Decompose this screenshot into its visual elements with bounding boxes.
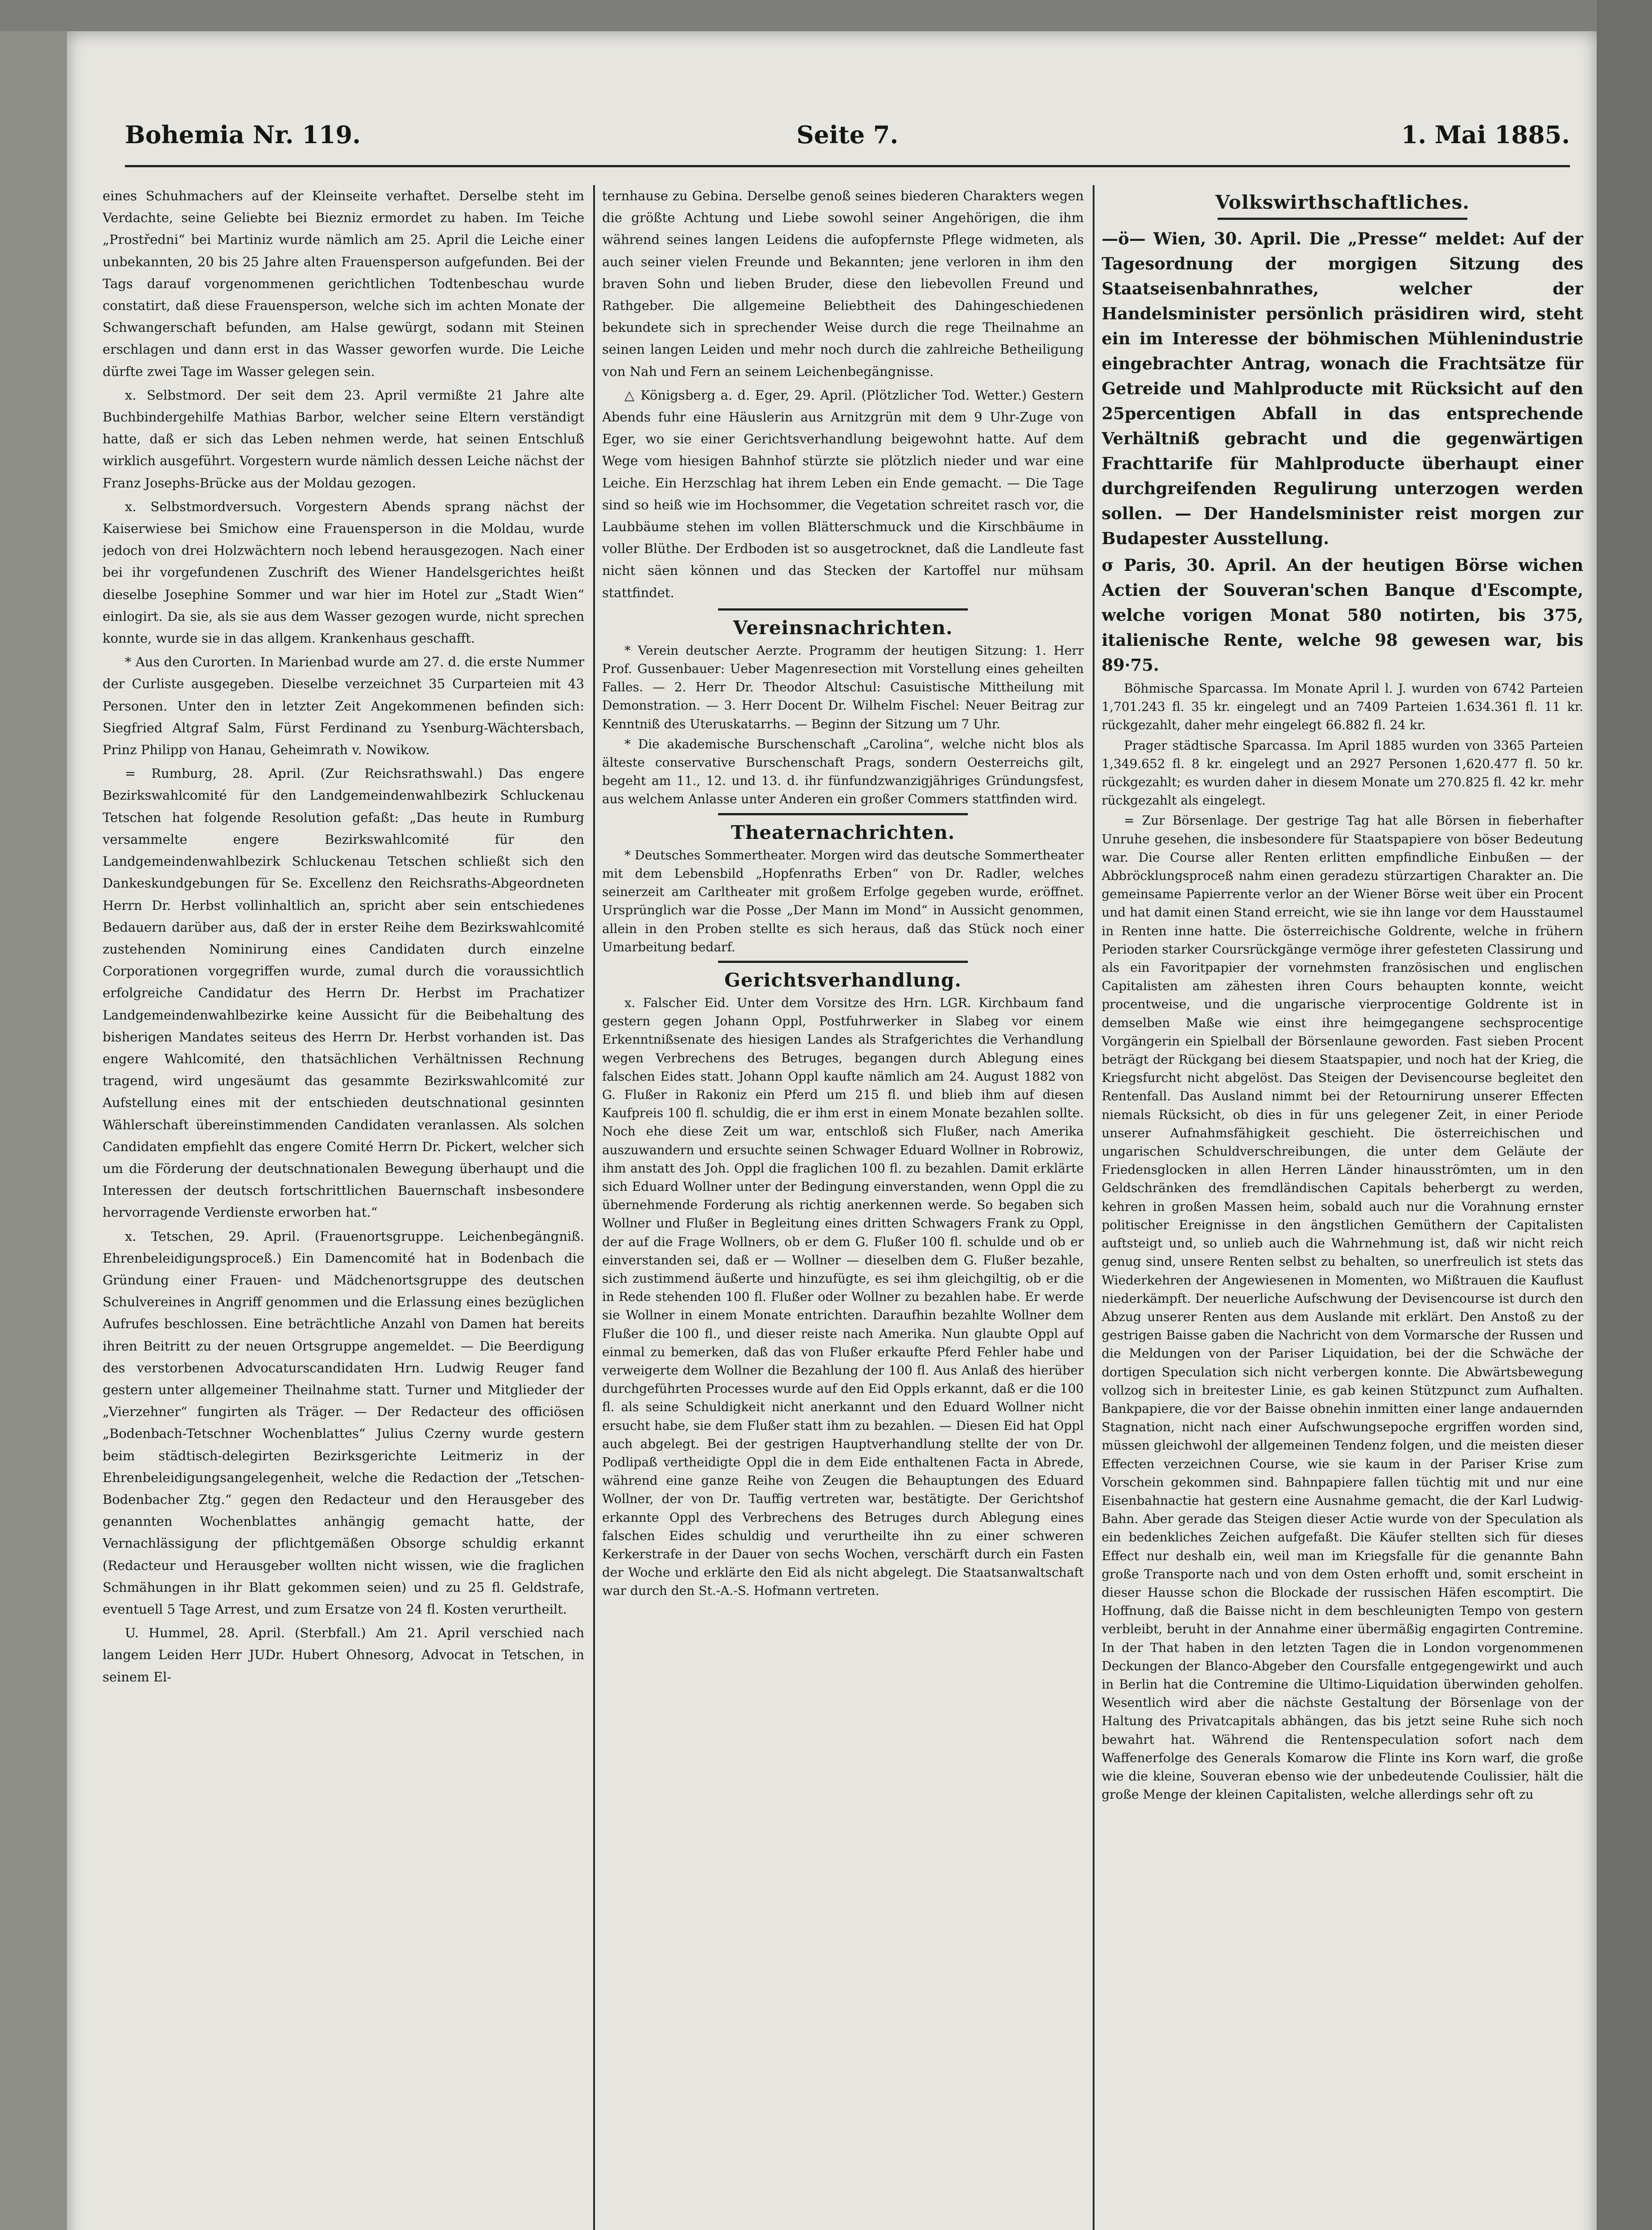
section-title-vereinsnachrichten: Vereinsnachrichten. — [733, 616, 953, 639]
article-paragraph: x. Selbstmordversuch. Vorgestern Abends sprang nächst der Kaiserwiese bei Smichow eine Frauensperson in die Moldau, wurde jedoch von drei Holzwächtern noch lebend herausgezogen. Nach einer bei ihr vorgefundenen Zuschrift des Wiener Handelsgerichtes heißt dieselbe Josephine Sommer und war hier im Hotel zur „Stadt Wien“ einlogirt. Da sie, als sie aus dem Wasser gezogen wurde, nicht sprechen konnte, wurde sie in das allgem. Krankenhaus geschafft. — [103, 499, 584, 646]
article-paragraph: △ Königsberg a. d. Eger, 29. April. (Plötzlicher Tod. Wetter.) Gestern Abends fuhr eine Häuslerin aus Arnitzgrün mit dem 9 Uhr-Zuge von Eger, wo sie einer Gerichtsverhandlung beigewohnt hatte. Auf dem Wege vom hiesigen Bahnhof stürzte sie plötzlich nieder und war eine Leiche. Ein Herzschlag hat ihrem Leben ein Ende gemacht. — Die Tage sind so heiß wie im Hochsommer, die Vegetation schreitet rasch vor, die Laubbäume stehen im vollen Blätterschmuck und die Kirschbäume in voller Blüthe. Der Erdboden ist so ausgetrocknet, daß die Landleute fast nicht säen können und das Stecken der Kartoffel nur mühsam stattfindet. — [602, 387, 1084, 600]
article-paragraph: x. Falscher Eid. Unter dem Vorsitze des Hrn. LGR. Kirchbaum fand gestern gegen Johann Oppl, Postfuhrwerker in Slabeg vor einem Erkenntnißsenate des hiesigen Landes als Strafgerichtes die Verhandlung wegen Verbrechens des Betruges, begangen durch Ablegung eines falschen Eides statt. Johann Oppl kaufte nämlich am 24. August 1882 von G. Flußer in Rakoniz ein Pferd um 215 fl. und blieb ihm auf diesen Kaufpreis 100 fl. schuldig, die er ihm erst in einem Monate bezahlen sollte. Noch ehe diese Zeit um war, entschloß sich Flußer, nach Amerika auszuwandern und ersuchte seinen Schwager Eduard Wollner in Robrowiz, ihm anstatt des Joh. Oppl die fraglichen 100 fl. zu bezahlen. Damit erklärte sich Eduard Wollner unter der Bedingung einverstanden, wenn Oppl die zu übernehmende Forderung als richtig anerkennen werde. So begaben sich Wollner und Flußer in Begleitung eines dritten Schwagers Frank zu Oppl, der auf die Frage Wollners, ob er dem G. Flußer 100 fl. schulde und ob er einverstanden sei, daß er — Wollner — dieselben dem G. Flußer bezahle, sich zustimmend äußerte und hinzufügte, es sei ihm gleichgiltig, ob er die in Rede stehenden 100 fl. Flußer oder Wollner zu bezahlen habe. Er werde sie Wollner in einem Monate entrichten. Daraufhin bezahlte Wollner dem Flußer die 100 fl., und dieser reiste nach Amerika. Nun glaubte Oppl auf einmal zu bemerken, daß das von Flußer erkaufte Pferd Fehler habe und verweigerte dem Wollner die Bezahlung der 100 fl. Aus Anlaß des hierüber durchgeführten Processes wurde auf den Eid Oppls erkannt, daß er die 100 fl. als seine Schuldigkeit nicht anerkannt und den Eduard Wollner nicht ersucht habe, sie dem Flußer statt ihm zu bezahlen. — Diesen Eid hat Oppl auch abgelegt. Bei der gestrigen Hauptverhandlung stellte der von Dr. Podlipaß vertheidigte Oppl die in dem Eide enthaltenen Facta in Abrede, während eine ganze Reihe von Zeugen die Behauptungen des Eduard Wollner, der von Dr. Tauffig vertreten war, bestätigte. Der Gerichtshof erkannte Oppl des Verbrechens des Betruges durch Ablegung eines falschen Eides schuldig und verurtheilte ihn zu einer schweren Kerkerstrafe in der Dauer von sechs Wochen, verschärft durch ein Fasten der Woche und erklärte den Eid als nicht abgelegt. Die Staatsanwaltschaft war durch den St.-A.-S. Hofmann vertreten. — [602, 995, 1084, 1598]
section-title-gerichtsverhandlung: Gerichtsverhandlung. — [724, 969, 962, 991]
article-paragraph: = Zur Börsenlage. Der gestrige Tag hat alle Börsen in fieberhafter Unruhe gesehen, die insbesondere für Staatspapiere von böser Bedeutung war. Die Course aller Renten erlitten empfindliche Einbußen — der Abbröcklungsproceß nahm einen geradezu stürzartigen Charakter an. Die gemeinsame Papierrente verlor an der Wiener Börse weit über ein Procent und hat damit einen Stand erreicht, wie sie ihn lange vor dem Hausstaumel in Renten inne hatte. Die österreichische Goldrente, welche in frühern Perioden starker Coursrückgänge vermöge ihrer gefesteten Classirung und als ein Favoritpapier der vornehmsten französischen und englischen Capitalisten am zähesten ihren Cours behaupten konnte, weicht procentweise, und die ungarische vierprocentige Goldrente ist in demselben Maße wie einst ihre heimgegangene sechsprocentige Vorgängerin ein Spielball der Börsenlaune geworden. Fast sieben Procent beträgt der Rückgang bei diesem Staatspapier, und noch hat der Krieg, die Kriegsfurcht nicht abgelöst. Das Steigen der Devisencourse begleitet den Rentenfall. Das Ausland nimmt bei der Retournirung unserer Effecten niemals Rücksicht, ob dies in für uns gelegener Zeit, in einer Periode unserer Aufnahmsfähigkeit geschieht. Die österreichischen und ungarischen Schuldverschreibungen, die unter dem Geläute der Friedensglocken in allen Herren Länder hinausströmten, um in den Geldschränken des fremdländischen Capitals beherbergt zu werden, kehren in großen Massen heim, sobald auch nur die Vorahnung ernster politischer Ereignisse in den ängstlichen Gemüthern der Capitalisten auftsteigt und, so unlieb auch die Wahrnehmung ist, daß wir nicht reich genug sind, unsere Renten selbst zu behalten, so unerfreulich ist stets das Wiederkehren der Angewiesenen in Momenten, wo Mißtrauen die Kauflust niederkämpft. Der neuerliche Aufschwung der Devisencourse ist durch den Abzug unserer Renten aus dem Auslande mit erklärt. Den Anstoß zu der gestrigen Baisse gaben die Nachricht von dem Vormarsche der Russen und die Meldungen von der Pariser Liquidation, bei der die Schwäche der dortigen Speculation sich nicht verbergen konnte. Die Abwärtsbewegung vollzog sich in breitester Linie, es gab keinen Stützpunct zum Aufhalten. Bankpapiere, die vor der Baisse obnehin inmitten einer lange andauernden Stagnation, nicht nach einer Aufschwungsepoche ergriffen worden sind, müssen gleichwohl der allgemeinen Tendenz folgen, und die meisten dieser Effecten verzeichnen Course, wie sie kaum in der Pariser Krise zum Vorschein gekommen sind. Bahnpapiere fallen tüchtig mit und nur eine Eisenbahnactie hat gestern eine Ausnahme gemacht, die der Karl Ludwig-Bahn. Aber gerade das Steigen dieser Actie wurde von der Speculation als ein bedenkliches Zeichen aufgefaßt. Die Käufer stellten sich für dieses Effect nur deshalb ein, weil man im Kriegsfalle für die genannte Bahn große Transporte nach und von dem Osten erhofft und, somit erscheint in dieser Hausse schon die Blockade der russischen Häfen escomptirt. Die Hoffnung, daß die Baisse nicht in dem beschleunigten Tempo von gestern verbleibt, beruht in der Annahme einer übermäßig engagirten Contremine. In der That haben in den letzten Tagen die in London vorgenommenen Deckungen der Blanco-Abgeber den Coursfalle entgegengewirkt und auch in Berlin hat die Contremine die Ultimo-Liquidation überwinden geholfen. Wesentlich wird aber die nächste Gestaltung der Börsenlage von der Haltung des Privatcapitals abhängen, das bis jetzt seine Ruhe sich noch bewahrt hat. Während die Rentenspeculation sofort nach dem Waffenerfolge des Generals Komarow die Flinte ins Korn warf, die große wie die kleine, Souveran ebenso wie der unbedeutende Coulissier, hält die große Menge der kleinen Capitalisten, welche allerdings sehr oft zu — [1102, 813, 1583, 1802]
section-rule — [718, 813, 968, 815]
article-paragraph: x. Selbstmord. Der seit dem 23. April vermißte 21 Jahre alte Buchbindergehilfe Mathias Barbor, welcher seine Eltern verständigt hatte, daß er sich das Leben nehmen werde, hat seinen Entschluß wirklich ausgeführt. Vorgestern wurde nämlich dessen Leiche nächst der Franz Josephs-Brücke aus der Moldau gezogen. — [103, 387, 584, 491]
scan-background-top — [0, 0, 1652, 31]
column-rule-1 — [593, 185, 595, 2230]
header-right: 1. Mai 1885. — [1401, 120, 1570, 149]
article-paragraph: Böhmische Sparcassa. Im Monate April l. J. wurden von 6742 Parteien 1,701.243 fl. 35 kr. eingelegt und an 7409 Parteien 1.634.361 fl. 11 kr. rückgezahlt, daher mehr eingelegt 66.882 fl. 24 kr. — [1102, 681, 1583, 733]
article-paragraph: = Rumburg, 28. April. (Zur Reichsrathswahl.) Das engere Bezirkswahlcomité für den Landgemeindenwahlbezirk Schluckenau Tetschen hat folgende Resolution gefaßt: „Das heute in Rumburg versammelte engere Bezirkswahlcomité für den Landgemeindenwahlbezirk Schluckenau Tetschen schließt sich den Dankeskundgebungen für Se. Excellenz den Reichsraths-Abgeordneten Herrn Dr. Herbst vollinhaltlich an, spricht aber sein entschiedenes Bedauern darüber aus, daß der in erster Reihe dem Bezirkswahlcomité zustehenden Nominirung eines Candidaten durch einzelne Corporationen vorgegriffen wurde, zumal durch die voraussichtlich erfolgreiche Candidatur des Herrn Dr. Herbst im Prachatizer Landgemeindenwahlbezirke keine Aussicht für die Beibehaltung des bisherigen Mandates seiteus des Herrn Dr. Herbst vorhanden ist. Das engere Wahlcomité, den thatsächlichen Verhältnissen Rechnung tragend, wird ungesäumt das gesammte Bezirkswahlcomité zur Aufstellung eines mit der entschieden deutschnational gesinnten Wählerschaft übereinstimmenden Candidaten veranlassen. Als solchen Candidaten empfiehlt das engere Comité Herrn Dr. Pickert, welcher sich um die Förderung der deutschnationalen Bewegung überhaupt und die Interessen der deutsch fortschrittlichen Bauernschaft insbesondere hervorragende Verdienste erworben hat.“ — [103, 766, 584, 1220]
section-title-theaternachrichten: Theaternachrichten. — [731, 821, 955, 843]
section-rule — [718, 608, 968, 611]
header-left: Bohemia Nr. 119. — [125, 120, 361, 149]
section-rule — [718, 961, 968, 963]
article-paragraph: ternhause zu Gebina. Derselbe genoß seines biederen Charakters wegen die größte Achtung und Liebe sowohl seiner Angehörigen, die ihm während seines langen Leidens die aufopfernste Pflege widmeten, als auch seiner vielen Freunde und Bekannten; jene verloren in ihm den braven Sohn und lieben Bruder, diese den liebevollen Freund und Rathgeber. Die allgemeine Beliebtheit des Dahingeschiedenen bekundete sich in sprechender Weise durch die rege Theilnahme an seinen langen Leiden und mehr noch durch die zahlreiche Betheiligung von Nah und Fern an seinem Leichenbegängnisse. — [602, 188, 1084, 379]
scan-background-right — [1597, 0, 1652, 2230]
header-center: Seite 7. — [796, 120, 899, 149]
column-3 — [1102, 185, 1583, 2230]
column-2 — [602, 185, 1084, 2230]
article-paragraph: U. Hummel, 28. April. (Sterbfall.) Am 21. April verschied nach langem Leiden Herr JUDr. Hubert Ohnesorg, Advocat in Tetschen, in seinem El- — [103, 1625, 584, 1685]
article-paragraph: Prager städtische Sparcassa. Im April 1885 wurden von 3365 Parteien 1,349.652 fl. 8 kr. eingelegt und an 2927 Personen 1,620.477 fl. 50 kr. rückgezahlt; es wurden daher in diesem Monate um 270.825 fl. 42 kr. mehr rückgezahlt als eingelegt. — [1102, 738, 1583, 808]
section-title-volkswirthschaftliches: Volkswirthschaftliches. — [1215, 191, 1470, 213]
page-header — [125, 120, 1570, 161]
article-paragraph: * Verein deutscher Aerzte. Programm der heutigen Sitzung: 1. Herr Prof. Gussenbauer: Ueber Magenresection mit Vorstellung eines geheilten Falles. — 2. Herr Dr. Theodor Altschul: Casuistische Mittheilung mit Demonstration. — 3. Herr Docent Dr. Wilhelm Fischel: Neuer Beitrag zur Kenntniß des Uteruskatarrhs. — Beginn der Sitzung um 7 Uhr. — [602, 643, 1084, 731]
newspaper-page — [67, 31, 1597, 2230]
article-paragraph: eines Schuhmachers auf der Kleinseite verhaftet. Derselbe steht im Verdachte, seine Geliebte bei Biezniz ermordet zu haben. Im Teiche „Prostředni“ bei Martiniz wurde nämlich am 25. April die Leiche einer unbekannten, 20 bis 25 Jahre alten Frauensperson aufgefunden. Bei der Tags darauf vorgenommenen gerichtlichen Todtenbeschau wurde constatirt, daß diese Frauensperson, welche sich im achten Monate der Schwangerschaft befunden, am Halse gewürgt, sodann mit Steinen erschlagen und dann erst in das Wasser geworfen wurde. Die Leiche dürfte zwei Tage im Wasser gelegen sein. — [103, 188, 584, 379]
article-paragraph: * Aus den Curorten. In Marienbad wurde am 27. d. die erste Nummer der Curliste ausgegeben. Dieselbe verzeichnet 35 Curparteien mit 43 Personen. Unter den in letzter Zeit Angekommenen befinden sich: Siegfried Altgraf Salm, Fürst Ferdinand zu Ysenburg-Wächtersbach, Prinz Philipp von Hanau, Geheimrath v. Nowikow. — [103, 654, 584, 758]
article-paragraph: * Deutsches Sommertheater. Morgen wird das deutsche Sommertheater mit dem Lebensbild „Hopfenraths Erben“ von Dr. Radler, welches seinerzeit am Carltheater mit großem Erfolge gegeben wurde, eröffnet. Ursprünglich war die Posse „Der Mann im Mond“ in Aussicht genommen, allein in den Proben stellte es sich heraus, daß das Stück noch einer Umarbeitung bedarf. — [602, 847, 1084, 954]
article-paragraph: x. Tetschen, 29. April. (Frauenortsgruppe. Leichenbegängniß. Ehrenbeleidigungsproceß.) Ein Damencomité hat in Bodenbach die Gründung einer Frauen- und Mädchenortsgruppe des deutschen Schulvereines in Angriff genommen und die Erlassung eines bezüglichen Aufrufes beschlossen. Eine beträchtliche Anzahl von Damen hat bereits ihren Beitritt zu der neuen Ortsgruppe angemeldet. — Die Beerdigung des verstorbenen Advocaturscandidaten Hrn. Ludwig Reuger fand gestern unter allgemeiner Theilnahme statt. Turner und Mitglieder der „Vierzehner“ fungirten als Träger. — Der Redacteur des officiösen „Bodenbach-Tetschner Wochenblattes“ Julius Czerny wurde gestern beim städtisch-delegirten Bezirksgerichte Leitmeriz in der Ehrenbeleidigungsangelegenheit, welche die Redaction der „Tetschen-Bodenbacher Ztg.“ gegen den Redacteur und den Herausgeber des genannten Wochenblattes anhängig gemacht hatte, der Vernachlässigung der pflichtgemäßen Obsorge schuldig erkannt (Redacteur und Herausgeber wollten nicht wissen, wie die fraglichen Schmähungen in ihr Blatt gekommen seien) und zu 25 fl. Geldstrafe, eventuell 5 Tage Arrest, und zum Ersatze von 24 fl. Kosten verurtheilt. — [103, 1228, 584, 1617]
column-rule-2 — [1093, 185, 1094, 2230]
lead-paragraph: σ Paris, 30. April. An der heutigen Börse wichen Actien der Souveran'schen Banque d'Escompte, welche vorigen Monat 580 notirten, bis 375, italienische Rente, welche 98 gewesen war, bis 89·75. — [1102, 555, 1583, 675]
section-rule — [1218, 218, 1467, 220]
lead-paragraph: —ö— Wien, 30. April. Die „Presse“ meldet: Auf der Tagesordnung der morgigen Sitzung des Staatseisenbahnrathes, welcher der Handelsminister persönlich präsidiren wird, steht ein im Interesse der böhmischen Mühlenindustrie eingebrachter Antrag, wonach die Frachtsätze für Getreide und Mahlproducte mit Rücksicht auf den 25percentigen Abfall in das entsprechende Verhältniß gebracht und die gegenwärtigen Frachttarife für Mahlproducte überhaupt einer durchgreifenden Regulirung unterzogen werden sollen. — Der Handelsminister reist morgen zur Budapester Ausstellung. — [1102, 229, 1583, 548]
article-paragraph: * Die akademische Burschenschaft „Carolina“, welche nicht blos als älteste conservative Burschenschaft Prags, sondern Oesterreichs gilt, begeht am 11., 12. und 13. d. ihr fünfundzwanzigjähriges Gründungsfest, aus welchem Anlasse unter Anderen ein großer Commers stattfinden wird. — [602, 736, 1084, 807]
column-1 — [103, 185, 584, 2230]
header-rule — [125, 165, 1570, 167]
